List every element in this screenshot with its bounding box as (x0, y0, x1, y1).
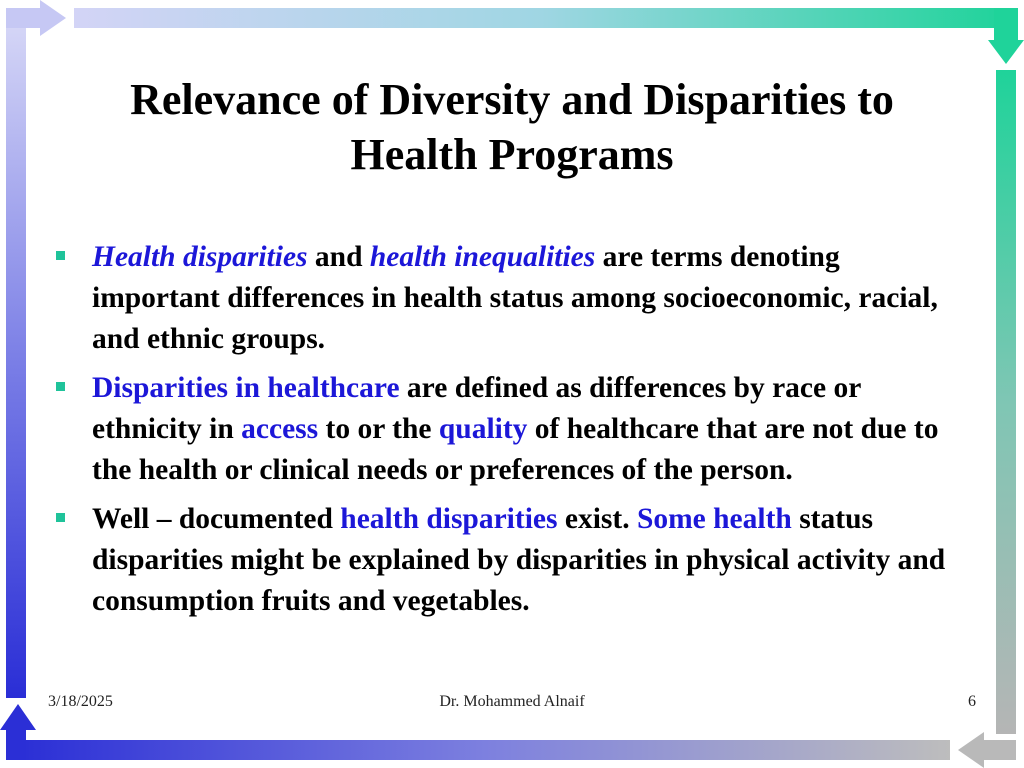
footer-author: Dr. Mohammed Alnaif (439, 693, 585, 710)
arrow-down-icon (988, 8, 1024, 64)
bullet-square-icon (56, 251, 65, 260)
term-disparities-in-healthcare: Disparities in healthcare (92, 372, 400, 404)
bullet-text: status disparities might be explained by disparities in physical activity and consumption fruits and vegetables. (92, 503, 946, 617)
arrow-up-icon (0, 704, 36, 760)
slide-title-line-2: Health Programs (350, 130, 674, 179)
page-number: 6 (968, 693, 976, 710)
bullet-square-icon (56, 382, 65, 391)
term-quality: quality (438, 413, 528, 445)
term-health-disparities: Health disparities (92, 241, 308, 273)
frame-right-bar (996, 70, 1016, 734)
bullet-text: Well – documented (92, 503, 341, 535)
arrow-left-icon (958, 732, 1016, 768)
footer-date: 3/18/2025 (48, 693, 113, 710)
bullet-item (56, 499, 956, 622)
frame-top-bar (74, 8, 1010, 28)
bullet-text: exist. (557, 503, 637, 535)
term-some-health: Some health (636, 503, 792, 535)
bullet-text: and (307, 241, 370, 273)
arrow-right-icon (6, 0, 66, 36)
bullet-item (56, 368, 956, 491)
frame-left-bar (6, 28, 26, 698)
bullet-text: to or the (318, 413, 439, 445)
bullet-list (56, 237, 956, 630)
term-access: access (241, 413, 319, 445)
slide-title-line-1: Relevance of Diversity and Disparities to (130, 75, 894, 124)
term-health-disparities: health disparities (340, 503, 558, 535)
bullet-text: are terms denoting important differences in health status among socioeconomic, racial, and ethnic groups. (92, 241, 938, 355)
slide-title (60, 72, 964, 182)
bullet-text: of healthcare that are not due to the health or clinical needs or preferences of the person. (92, 413, 939, 486)
bullet-text: are defined as differences by race or ethnicity in (92, 372, 861, 445)
term-health-inequalities: health inequalities (369, 241, 596, 273)
bullet-square-icon (56, 513, 65, 522)
frame-bottom-bar (20, 740, 950, 760)
bullet-item (56, 237, 956, 360)
